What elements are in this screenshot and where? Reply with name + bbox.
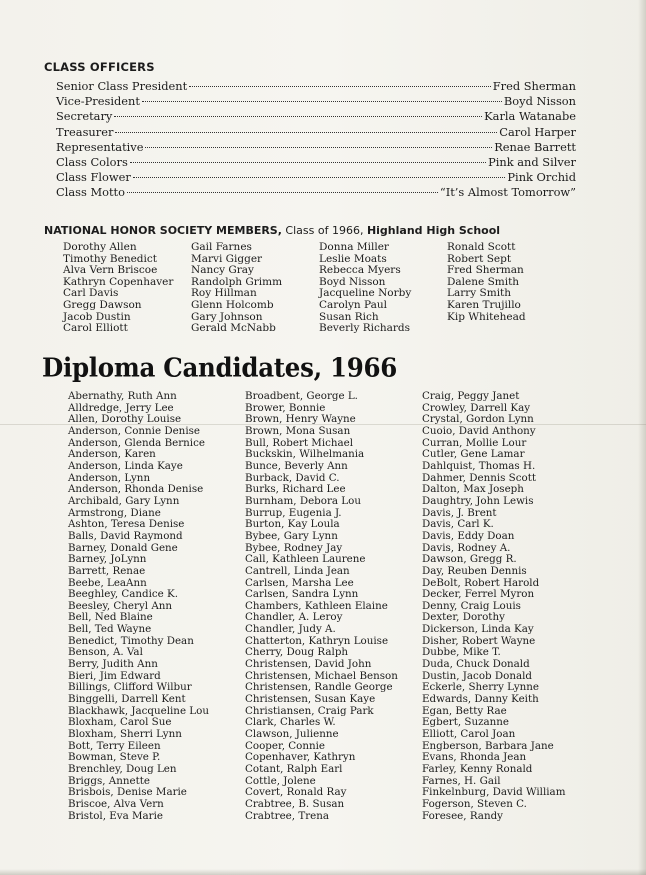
diploma-candidate-name: Broadbent, George L. bbox=[245, 390, 358, 402]
officer-name: “It’s Almost Tomorrow” bbox=[439, 185, 576, 200]
diploma-candidate-name: Davis, Carl K. bbox=[422, 518, 494, 531]
diploma-candidate-name: Anderson, Connie Denise bbox=[68, 424, 200, 437]
nhs-member-name: Ronald Scott bbox=[447, 241, 516, 253]
diploma-candidate-name: Decker, Ferrel Myron bbox=[422, 588, 535, 601]
nhs-member-name: Timothy Benedict bbox=[63, 252, 157, 265]
officer-role: Treasurer bbox=[56, 124, 114, 139]
diploma-candidate-name: Christensen, David John bbox=[245, 658, 372, 671]
diploma-candidate-name: Daughtry, John Lewis bbox=[422, 494, 534, 507]
diploma-candidate-name: Anderson, Lynn bbox=[68, 471, 151, 484]
diploma-candidate-name: Cutler, Gene Lamar bbox=[422, 448, 525, 461]
diploma-candidate-name: Berry, Judith Ann bbox=[68, 658, 158, 671]
diploma-candidate-name: Copenhaver, Kathryn bbox=[245, 751, 356, 764]
diploma-candidate-name: Crabtree, Trena bbox=[245, 809, 329, 822]
diploma-candidate-name: Cotant, Ralph Earl bbox=[245, 763, 343, 775]
diploma-candidate-name: Bloxham, Sherri Lynn bbox=[68, 728, 182, 741]
officer-role: Vice-President bbox=[56, 94, 140, 109]
officer-name: Karla Watanabe bbox=[484, 109, 576, 124]
diploma-candidate-name: Bowman, Steve P. bbox=[68, 751, 161, 764]
nhs-member-name: Susan Rich bbox=[319, 310, 379, 323]
nhs-member-name: Nancy Gray bbox=[191, 264, 254, 277]
diploma-candidate-name: Barney, Donald Gene bbox=[68, 541, 178, 554]
diploma-candidate-name: Covert, Ronald Ray bbox=[245, 786, 347, 799]
diploma-candidate-name: Burrup, Eugenia J. bbox=[245, 506, 342, 519]
diploma-candidate-name: Crowley, Darrell Kay bbox=[422, 401, 531, 414]
diploma-candidate-name: Dawson, Gregg R. bbox=[422, 553, 517, 566]
diploma-candidate-name: Farnes, H. Gail bbox=[422, 774, 501, 787]
diploma-candidate-name: Anderson, Linda Kaye bbox=[68, 459, 183, 472]
officer-row bbox=[56, 109, 576, 124]
diploma-candidate-name: Clark, Charles W. bbox=[245, 716, 336, 729]
diploma-candidate-name: Beesley, Cheryl Ann bbox=[68, 599, 173, 612]
class-officers-heading: CLASS OFFICERS bbox=[44, 60, 155, 74]
officer-row bbox=[56, 94, 576, 109]
diploma-candidate-name: Dickerson, Linda Kay bbox=[422, 623, 534, 636]
dot-leader bbox=[142, 101, 502, 102]
diploma-candidate-name: Cottle, Jolene bbox=[245, 774, 316, 787]
diploma-candidate-name: Benson, A. Val bbox=[68, 646, 143, 659]
diploma-candidate-name: Archibald, Gary Lynn bbox=[68, 494, 180, 507]
diploma-candidate-name: Brenchley, Doug Len bbox=[68, 763, 177, 775]
diploma-candidate-name: Day, Reuben Dennis bbox=[422, 564, 527, 577]
nhs-member-name: Kip Whitehead bbox=[447, 310, 526, 323]
diploma-candidate-name: Denny, Craig Louis bbox=[422, 599, 521, 612]
nhs-member-name: Gary Johnson bbox=[191, 310, 263, 323]
diploma-candidate-name: Davis, J. Brent bbox=[422, 506, 497, 519]
diploma-candidate-name: Barrett, Renae bbox=[68, 564, 146, 577]
diploma-candidate-name: Call, Kathleen Laurene bbox=[245, 553, 366, 566]
diploma-candidate-name: Finkelnburg, David William bbox=[422, 786, 566, 799]
diploma-candidate-name: Bell, Ned Blaine bbox=[68, 611, 153, 624]
diploma-candidate-name: Burton, Kay Loula bbox=[245, 518, 340, 531]
diploma-candidate-name: Chatterton, Kathryn Louise bbox=[245, 634, 389, 647]
dot-leader bbox=[189, 86, 491, 87]
officer-row bbox=[56, 140, 576, 155]
officer-role: Class Flower bbox=[56, 170, 131, 185]
diploma-candidate-name: Anderson, Glenda Bernice bbox=[68, 436, 205, 449]
diploma-candidate-name: Abernathy, Ruth Ann bbox=[68, 390, 177, 402]
diploma-candidate-name: Dubbe, Mike T. bbox=[422, 646, 501, 659]
nhs-member-name: Fred Sherman bbox=[447, 264, 524, 277]
dot-leader bbox=[114, 116, 482, 117]
diploma-column-3 bbox=[422, 391, 565, 822]
diploma-candidates-title: Diploma Candidates, 1966 bbox=[42, 352, 398, 383]
officer-role: Representative bbox=[56, 139, 144, 154]
nhs-member-name: Glenn Holcomb bbox=[191, 298, 274, 311]
diploma-candidate-name: Ashton, Teresa Denise bbox=[68, 518, 185, 531]
nhs-member-name: Gail Farnes bbox=[191, 241, 252, 253]
diploma-candidate-name: Carlsen, Marsha Lee bbox=[245, 576, 354, 589]
diploma-candidate-name: Bristol, Eva Marie bbox=[68, 809, 163, 822]
diploma-candidate-name: Eckerle, Sherry Lynne bbox=[422, 681, 540, 694]
dot-leader bbox=[127, 192, 438, 193]
diploma-candidate-name: Duda, Chuck Donald bbox=[422, 658, 530, 671]
nhs-column-3 bbox=[319, 242, 411, 335]
dot-leader bbox=[115, 132, 497, 133]
nhs-member-name: Kathryn Copenhaver bbox=[63, 275, 174, 288]
nhs-member-name: Dorothy Allen bbox=[63, 241, 137, 253]
nhs-member-name: Leslie Moats bbox=[319, 252, 387, 265]
diploma-candidate-name: Buckskin, Wilhelmania bbox=[245, 448, 365, 461]
diploma-candidate-name: Cuoio, David Anthony bbox=[422, 424, 536, 437]
diploma-candidate-name: Farley, Kenny Ronald bbox=[422, 763, 533, 775]
diploma-candidate-name: Egbert, Suzanne bbox=[422, 716, 510, 729]
diploma-candidate-name: Dahmer, Dennis Scott bbox=[422, 471, 536, 484]
diploma-candidate-name: Beebe, LeaAnn bbox=[68, 576, 147, 589]
diploma-candidate-name: Cherry, Doug Ralph bbox=[245, 646, 349, 659]
diploma-candidate-name: Burback, David C. bbox=[245, 471, 340, 484]
diploma-candidate-name: DeBolt, Robert Harold bbox=[422, 576, 540, 589]
diploma-candidate-name: Fogerson, Steven C. bbox=[422, 797, 527, 810]
nhs-heading-title: NATIONAL HONOR SOCIETY MEMBERS, bbox=[44, 224, 282, 237]
diploma-candidate-name: Carlsen, Sandra Lynn bbox=[245, 588, 359, 601]
diploma-candidate-name: Barney, JoLynn bbox=[68, 553, 147, 566]
diploma-candidate-name: Egan, Betty Rae bbox=[422, 704, 507, 717]
nhs-member-name: Carol Elliott bbox=[63, 322, 128, 335]
nhs-member-name: Larry Smith bbox=[447, 287, 512, 300]
diploma-candidate-name: Benedict, Timothy Dean bbox=[68, 634, 194, 647]
diploma-candidate-name: Bull, Robert Michael bbox=[245, 436, 354, 449]
officer-row bbox=[56, 155, 576, 170]
diploma-candidate-name: Armstrong, Diane bbox=[68, 506, 161, 519]
nhs-member-name: Beverly Richards bbox=[319, 322, 411, 335]
officer-row bbox=[56, 170, 576, 185]
nhs-member-name: Roy Hillman bbox=[191, 287, 257, 300]
diploma-candidate-name: Balls, David Raymond bbox=[68, 529, 183, 542]
diploma-candidate-name: Craig, Peggy Janet bbox=[422, 390, 520, 402]
officer-name: Carol Harper bbox=[499, 124, 576, 139]
nhs-heading-class: Class of 1966, bbox=[281, 224, 367, 237]
nhs-member-name: Alva Vern Briscoe bbox=[63, 264, 158, 277]
diploma-candidate-name: Cantrell, Linda Jean bbox=[245, 564, 350, 577]
diploma-candidate-name: Dahlquist, Thomas H. bbox=[422, 459, 536, 472]
diploma-candidate-name: Christensen, Michael Benson bbox=[245, 669, 398, 682]
diploma-candidate-name: Blackhawk, Jacqueline Lou bbox=[68, 704, 209, 717]
diploma-candidate-name: Briggs, Annette bbox=[68, 774, 150, 787]
diploma-candidate-name: Disher, Robert Wayne bbox=[422, 634, 536, 647]
class-officers-list bbox=[56, 79, 576, 201]
diploma-candidate-name: Brown, Mona Susan bbox=[245, 424, 351, 437]
diploma-candidate-name: Christensen, Randle George bbox=[245, 681, 393, 694]
officer-role: Senior Class President bbox=[56, 79, 188, 93]
nhs-heading-school: Highland High School bbox=[366, 224, 501, 237]
diploma-candidate-name: Crabtree, B. Susan bbox=[245, 797, 345, 810]
diploma-candidate-name: Engberson, Barbara Jane bbox=[422, 739, 554, 752]
officer-role: Class Motto bbox=[56, 185, 125, 200]
diploma-candidate-name: Binggelli, Darrell Kent bbox=[68, 693, 186, 706]
nhs-member-name: Rebecca Myers bbox=[319, 264, 401, 277]
diploma-candidate-name: Christiansen, Craig Park bbox=[245, 704, 374, 717]
nhs-member-name: Boyd Nisson bbox=[319, 275, 386, 288]
diploma-candidate-name: Davis, Eddy Doan bbox=[422, 529, 515, 542]
officer-name: Renae Barrett bbox=[494, 139, 576, 154]
diploma-candidate-name: Burks, Richard Lee bbox=[245, 483, 346, 496]
officer-row bbox=[56, 79, 576, 94]
nhs-member-name: Dalene Smith bbox=[447, 275, 520, 288]
nhs-member-name: Carolyn Paul bbox=[319, 298, 387, 311]
nhs-column-2 bbox=[191, 242, 282, 335]
diploma-candidate-name: Brower, Bonnie bbox=[245, 401, 326, 414]
nhs-member-name: Jacob Dustin bbox=[63, 310, 131, 323]
diploma-candidate-name: Curran, Mollie Lour bbox=[422, 436, 527, 449]
diploma-candidate-name: Dalton, Max Joseph bbox=[422, 483, 524, 496]
dot-leader bbox=[145, 147, 492, 148]
nhs-heading bbox=[44, 224, 500, 237]
officer-row bbox=[56, 185, 576, 200]
diploma-candidate-name: Dustin, Jacob Donald bbox=[422, 669, 532, 682]
diploma-candidate-name: Burnham, Debora Lou bbox=[245, 494, 361, 507]
diploma-candidate-name: Beeghley, Candice K. bbox=[68, 588, 178, 601]
diploma-candidate-name: Brown, Henry Wayne bbox=[245, 413, 356, 426]
officer-role: Class Colors bbox=[56, 154, 128, 169]
diploma-candidate-name: Christensen, Susan Kaye bbox=[245, 693, 376, 706]
nhs-member-name: Karen Trujillo bbox=[447, 298, 521, 311]
officer-name: Boyd Nisson bbox=[503, 94, 576, 109]
diploma-candidate-name: Billings, Clifford Wilbur bbox=[68, 681, 192, 694]
diploma-candidate-name: Bott, Terry Eileen bbox=[68, 739, 161, 752]
nhs-member-name: Marvi Gigger bbox=[191, 252, 263, 265]
nhs-member-name: Randolph Grimm bbox=[191, 275, 283, 288]
nhs-member-name: Robert Sept bbox=[447, 252, 512, 265]
dot-leader bbox=[130, 162, 486, 163]
diploma-candidate-name: Cooper, Connie bbox=[245, 739, 326, 752]
officer-name: Pink and Silver bbox=[488, 154, 576, 169]
diploma-candidate-name: Foresee, Randy bbox=[422, 809, 503, 822]
nhs-column-4 bbox=[447, 242, 526, 323]
diploma-candidate-name: Edwards, Danny Keith bbox=[422, 693, 539, 706]
diploma-candidate-name: Anderson, Karen bbox=[68, 448, 156, 461]
diploma-candidate-name: Bybee, Rodney Jay bbox=[245, 541, 343, 554]
officer-role: Secretary bbox=[56, 109, 113, 124]
nhs-member-name: Gerald McNabb bbox=[191, 322, 276, 335]
diploma-column-1 bbox=[68, 391, 209, 822]
diploma-candidate-name: Bybee, Gary Lynn bbox=[245, 529, 338, 542]
officer-name: Fred Sherman bbox=[492, 79, 576, 93]
diploma-candidate-name: Davis, Rodney A. bbox=[422, 541, 511, 554]
diploma-candidate-name: Crystal, Gordon Lynn bbox=[422, 413, 534, 426]
nhs-member-name: Jacqueline Norby bbox=[319, 287, 412, 300]
diploma-candidate-name: Chandler, A. Leroy bbox=[245, 611, 343, 624]
diploma-candidate-name: Alldredge, Jerry Lee bbox=[68, 401, 174, 414]
diploma-candidate-name: Anderson, Rhonda Denise bbox=[68, 483, 204, 496]
diploma-candidate-name: Evans, Rhonda Jean bbox=[422, 751, 527, 764]
diploma-candidate-name: Briscoe, Alva Vern bbox=[68, 797, 164, 810]
officer-row bbox=[56, 125, 576, 140]
diploma-column-2 bbox=[245, 391, 398, 822]
diploma-candidate-name: Allen, Dorothy Louise bbox=[68, 413, 182, 426]
diploma-candidate-name: Bell, Ted Wayne bbox=[68, 623, 152, 636]
nhs-column-1 bbox=[63, 242, 173, 335]
diploma-candidate-name: Clawson, Julienne bbox=[245, 728, 339, 741]
nhs-member-name: Gregg Dawson bbox=[63, 298, 142, 311]
diploma-candidate-name: Chambers, Kathleen Elaine bbox=[245, 599, 388, 612]
diploma-candidate-name: Bieri, Jim Edward bbox=[68, 669, 161, 682]
officer-name: Pink Orchid bbox=[507, 170, 576, 185]
diploma-candidate-name: Elliott, Carol Joan bbox=[422, 728, 516, 741]
diploma-candidate-name: Chandler, Judy A. bbox=[245, 623, 336, 636]
diploma-candidate-name: Bunce, Beverly Ann bbox=[245, 459, 348, 472]
nhs-member-name: Carl Davis bbox=[63, 287, 119, 300]
diploma-candidate-name: Dexter, Dorothy bbox=[422, 611, 505, 624]
dot-leader bbox=[133, 177, 506, 178]
diploma-candidate-name: Brisbois, Denise Marie bbox=[68, 786, 187, 799]
page-bottom-shadow bbox=[0, 869, 646, 875]
nhs-member-name: Donna Miller bbox=[319, 241, 389, 253]
page-edge-shadow bbox=[638, 0, 646, 875]
diploma-candidate-name: Bloxham, Carol Sue bbox=[68, 716, 172, 729]
